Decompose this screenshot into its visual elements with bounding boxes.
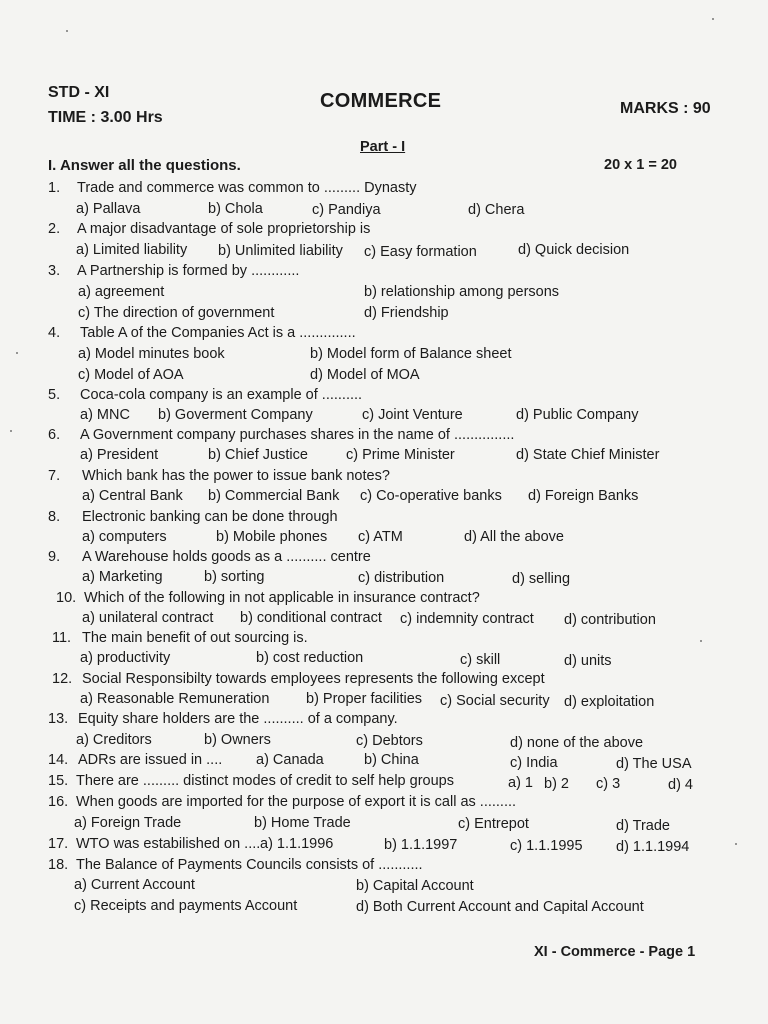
std-label: STD - XI	[48, 84, 110, 101]
option: c) Debtors	[356, 733, 423, 749]
option: a) Reasonable Remuneration	[80, 691, 270, 707]
option: c) Model of AOA	[78, 367, 184, 383]
page-footer: XI - Commerce - Page 1	[534, 944, 696, 960]
option: b) China	[364, 752, 419, 768]
question-number: 6.	[48, 427, 61, 443]
option: c) India	[510, 755, 558, 771]
option: b) Goverment Company	[158, 407, 313, 423]
option: c) 1.1.1995	[510, 838, 583, 854]
option: d) All the above	[464, 529, 564, 545]
question-number: 12.	[52, 671, 73, 687]
option: b) 1.1.1997	[384, 837, 458, 853]
page-title: COMMERCE	[320, 90, 442, 112]
question-number: 16.	[48, 794, 69, 810]
part-heading: Part - I	[360, 139, 406, 155]
option: d) State Chief Minister	[516, 447, 660, 463]
section-score: 20 x 1 = 20	[604, 157, 677, 173]
question-text: WTO was estabilished on ....	[76, 836, 261, 852]
question-number: 3.	[48, 263, 61, 279]
question-number: 15.	[48, 773, 69, 789]
option: d) Foreign Banks	[528, 488, 639, 504]
option: c) skill	[460, 652, 501, 668]
option: c) Receipts and payments Account	[74, 898, 298, 914]
question-number: 7.	[48, 468, 61, 484]
question-text: The Balance of Payments Councils consists of ...........	[76, 857, 423, 873]
option: b) Chola	[208, 201, 263, 217]
scan-speck	[712, 18, 714, 20]
question-number: 11.	[52, 630, 72, 646]
option: a) computers	[82, 529, 167, 545]
question-text: A Partnership is formed by ............	[77, 263, 300, 279]
scan-speck	[66, 30, 68, 32]
option: a) Foreign Trade	[74, 815, 182, 831]
scan-speck	[735, 843, 737, 845]
option: d) Quick decision	[518, 242, 630, 258]
question-number: 9.	[48, 549, 61, 565]
question-text: Which bank has the power to issue bank notes?	[82, 468, 390, 484]
question-number: 8.	[48, 509, 61, 525]
option: a) Current Account	[74, 877, 195, 893]
question-number: 14.	[48, 752, 69, 768]
question-text: Coca-cola company is an example of ..........	[80, 387, 363, 403]
option: a) Canada	[256, 752, 324, 768]
question-text: When goods are imported for the purpose of export it is call as .........	[76, 794, 517, 810]
option: a) agreement	[78, 284, 165, 300]
option: b) 2	[544, 776, 569, 792]
option: b) cost reduction	[256, 650, 364, 666]
question-text: Electronic banking can be done through	[82, 509, 338, 525]
option: d) 4	[668, 777, 693, 793]
time-label: TIME : 3.00 Hrs	[48, 109, 163, 126]
option: a) President	[80, 447, 159, 463]
option: b) Owners	[204, 732, 271, 748]
option: d) selling	[512, 571, 571, 587]
option: d) Public Company	[516, 407, 639, 423]
option: a) 1	[508, 775, 533, 791]
option: c) 3	[596, 776, 621, 792]
option: c) Social security	[440, 693, 550, 709]
option: b) Model form of Balance sheet	[310, 346, 512, 362]
option: a) MNC	[80, 407, 130, 423]
option: b) Capital Account	[356, 878, 474, 894]
option: b) Chief Justice	[208, 447, 308, 463]
option: c) The direction of government	[78, 305, 275, 321]
option: b) Unlimited liability	[218, 243, 343, 259]
option: c) Entrepot	[458, 816, 529, 832]
question-text: The main benefit of out sourcing is.	[82, 630, 308, 646]
option: b) conditional contract	[240, 610, 382, 626]
option: c) Pandiya	[312, 202, 381, 218]
question-text: A Government company purchases shares in the name of ...............	[80, 427, 515, 443]
option: c) Joint Venture	[362, 407, 463, 423]
option: d) 1.1.1994	[616, 839, 690, 855]
option: d) Model of MOA	[310, 367, 420, 383]
question-text: Social Responsibilty towards employees represents the following except	[82, 671, 545, 687]
question-number: 4.	[48, 325, 61, 341]
option: a) Pallava	[76, 201, 141, 217]
option: a) 1.1.1996	[260, 836, 334, 852]
question-number: 10.	[56, 590, 77, 606]
option: d) contribution	[564, 612, 656, 628]
question-number: 13.	[48, 711, 69, 727]
question-number: 17.	[48, 836, 69, 852]
question-text: A Warehouse holds goods as a .......... centre	[82, 549, 371, 565]
option: a) Marketing	[82, 569, 163, 585]
question-text: Which of the following in not applicable in insurance contract?	[84, 590, 480, 606]
option: a) Creditors	[76, 732, 152, 748]
option: c) Easy formation	[364, 244, 477, 260]
marks-label: MARKS : 90	[620, 100, 711, 117]
question-number: 5.	[48, 387, 61, 403]
option: b) relationship among persons	[364, 284, 560, 300]
scan-speck	[10, 430, 12, 432]
option: d) Both Current Account and Capital Account	[356, 899, 644, 915]
option: d) The USA	[616, 756, 692, 772]
question-text: There are ......... distinct modes of credit to self help groups	[76, 773, 454, 789]
question-text: Table A of the Companies Act is a ..............	[80, 325, 356, 341]
option: d) Friendship	[364, 305, 449, 321]
option: a) Central Bank	[82, 488, 183, 504]
section-instruction: I. Answer all the questions.	[48, 157, 241, 174]
question-number: 2.	[48, 221, 61, 237]
option: c) ATM	[358, 529, 403, 545]
option: d) exploitation	[564, 694, 655, 710]
option: a) Model minutes book	[78, 346, 225, 362]
option: d) Chera	[468, 202, 525, 218]
option: d) units	[564, 653, 612, 669]
option: c) Prime Minister	[346, 447, 455, 463]
question-text: ADRs are issued in ....	[78, 752, 223, 768]
option: a) productivity	[80, 650, 171, 666]
option: c) indemnity contract	[400, 611, 534, 627]
question-text: A major disadvantage of sole proprietorship is	[77, 221, 371, 237]
option: b) sorting	[204, 569, 265, 585]
option: b) Proper facilities	[306, 691, 423, 707]
option: b) Mobile phones	[216, 529, 328, 545]
option: a) Limited liability	[76, 242, 188, 258]
option: c) Co-operative banks	[360, 488, 502, 504]
question-number: 1.	[48, 180, 61, 196]
question-number: 18.	[48, 857, 69, 873]
question-text: Trade and commerce was common to ......... Dynasty	[77, 180, 417, 196]
option: a) unilateral contract	[82, 610, 214, 626]
option: d) Trade	[616, 818, 670, 834]
option: d) none of the above	[510, 735, 644, 751]
question-text: Equity share holders are the .......... of a company.	[78, 711, 398, 727]
option: b) Home Trade	[254, 815, 351, 831]
option: b) Commercial Bank	[208, 488, 340, 504]
scan-speck	[16, 352, 18, 354]
option: c) distribution	[358, 570, 445, 586]
scan-speck	[700, 640, 702, 642]
